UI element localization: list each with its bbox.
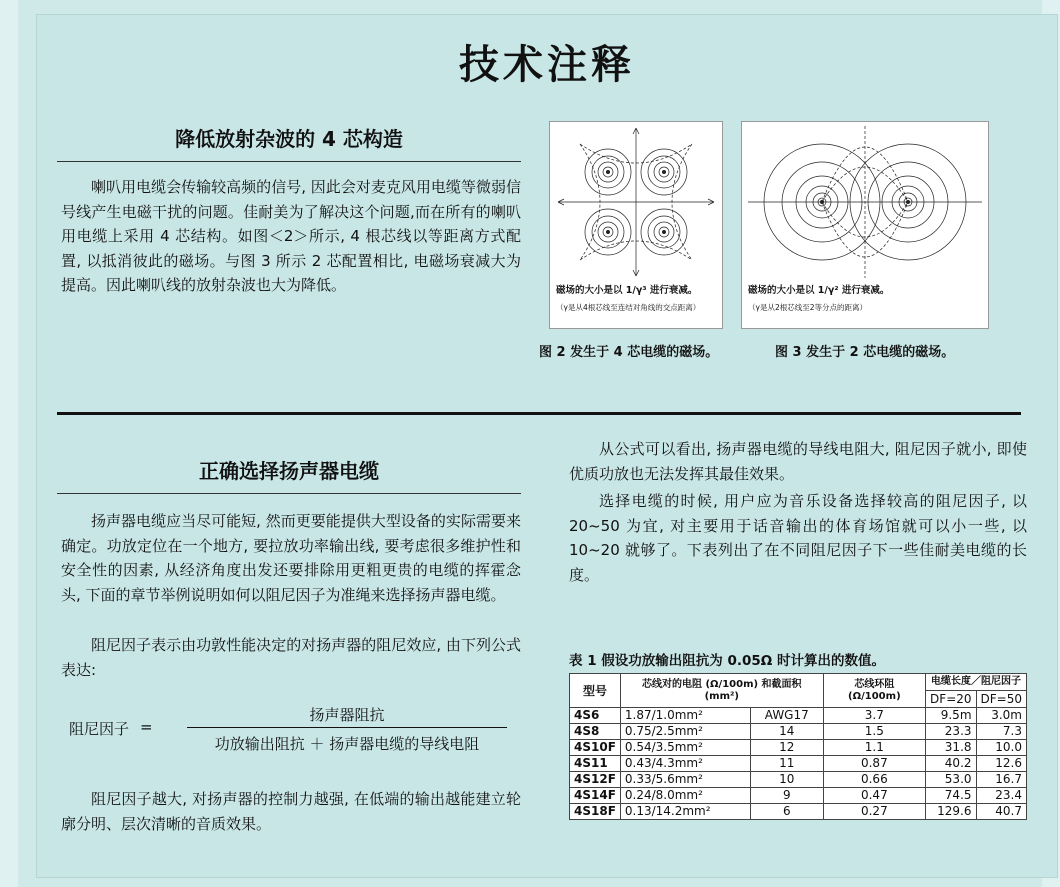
section2-paragraph-2: 阻尼因子表示由功敦性能决定的对扬声器的阻尼效应, 由下列公式表达:	[61, 636, 521, 679]
cell-awg: 11	[750, 756, 823, 772]
figure-2-core-field	[741, 121, 989, 329]
cell-df50: 12.6	[976, 756, 1026, 772]
cell-area: 1.87/1.0mm²	[620, 708, 750, 724]
two-core-field-diagram	[742, 122, 988, 282]
cell-awg: 14	[750, 724, 823, 740]
cell-df20: 9.5m	[926, 708, 976, 724]
formula-fraction-bar	[187, 727, 507, 728]
formula-denominator: 功放输出阻抗 ＋ 扬声器电缆的导线电阻	[214, 735, 480, 753]
section1-paragraph: 喇叭用电缆会传输较高频的信号, 因此会对麦克风用电缆等微弱信号线产生电磁干扰的问题。佳耐美为了解决这个问题,而在所有的喇叭用电缆上采用 4 芯结构。如图＜2＞所示, 4 根芯线以等距离方式配置, 以抵消彼此的磁场。与图 3 所示 2 芯配置相比, 电磁场衰减大为提高。因此喇叭线的放射杂波也大为降低。	[61, 178, 521, 294]
section-divider	[57, 412, 1021, 415]
figure-2-note: 磁场的大小是以 1/γ³ 进行衰减。	[556, 285, 698, 296]
cell-loop: 3.7	[823, 708, 925, 724]
formula-lhs: 阻尼因子	[69, 720, 130, 738]
cell-model: 4S12F	[570, 772, 621, 788]
figure-3-note: 磁场的大小是以 1/γ² 进行衰减。	[748, 285, 890, 296]
table-row	[570, 724, 1027, 740]
cell-df20: 53.0	[926, 772, 976, 788]
header-df50: DF=50	[976, 691, 1026, 708]
figure-3-subnote: （γ是从2根芯线至2等分点的距离）	[748, 303, 867, 312]
section1-rule	[57, 161, 521, 162]
table-row	[570, 804, 1027, 820]
formula-equals: =	[140, 718, 153, 736]
cell-df50: 23.4	[976, 788, 1026, 804]
cell-df20: 129.6	[926, 804, 976, 820]
cell-df50: 16.7	[976, 772, 1026, 788]
page-title: 技术注释	[459, 42, 635, 88]
right-paragraph-2: 选择电缆的时候, 用户应为音乐设备选择较高的阻尼因子, 以 20~50 为宜, 对主要用于话音输出的体育场馆就可以小一些, 以 10~20 就够了。下表列出了在不同阻尼因子下一些佳耐美电缆的长度。	[569, 492, 1027, 584]
cell-model: 4S8	[570, 724, 621, 740]
document-panel	[36, 14, 1058, 878]
cell-model: 4S6	[570, 708, 621, 724]
section2-heading: 正确选择扬声器电缆	[199, 459, 379, 483]
cell-model: 4S18F	[570, 804, 621, 820]
section2-paragraph-1: 扬声器电缆应当尽可能短, 然而更要能提供大型设备的实际需要来确定。功放定位在一个地方, 要拉放功率输出线, 要考虑很多维护性和安全性的因素, 从经济角度出发还要排除用更粗更贵的电缆的挥霍念头, 下面的章节举例说明如何以阻尼因子为准绳来选择扬声器电缆。	[61, 512, 521, 604]
cable-spec-table	[569, 673, 1027, 820]
table-row	[570, 740, 1027, 756]
cell-loop: 0.47	[823, 788, 925, 804]
section2-rule	[57, 493, 521, 494]
cell-area: 0.33/5.6mm²	[620, 772, 750, 788]
cell-df50: 7.3	[976, 724, 1026, 740]
cell-df50: 40.7	[976, 804, 1026, 820]
table-row	[570, 756, 1027, 772]
cell-awg: 6	[750, 804, 823, 820]
cell-loop: 0.27	[823, 804, 925, 820]
cell-model: 4S11	[570, 756, 621, 772]
right-paragraph-1: 从公式可以看出, 扬声器电缆的导线电阻大, 阻尼因子就小, 即使优质功放也无法发挥其最佳效果。	[569, 440, 1027, 483]
cell-loop: 1.1	[823, 740, 925, 756]
cell-df50: 10.0	[976, 740, 1026, 756]
cell-area: 0.13/14.2mm²	[620, 804, 750, 820]
cell-df20: 74.5	[926, 788, 976, 804]
header-resistance: 芯线对的电阻 (Ω/100m) 和截面积 (mm²)	[620, 674, 823, 708]
cell-awg: 10	[750, 772, 823, 788]
section2-paragraph-3: 阻尼因子越大, 对扬声器的控制力越强, 在低端的输出越能建立轮廓分明、层次清晰的音质效果。	[61, 790, 521, 833]
four-core-field-diagram	[550, 122, 722, 282]
header-loop: 芯线环阻 (Ω/100m)	[823, 674, 925, 708]
cell-awg: 9	[750, 788, 823, 804]
table-header-row	[570, 674, 1027, 691]
cell-model: 4S10F	[570, 740, 621, 756]
cell-area: 0.43/4.3mm²	[620, 756, 750, 772]
cell-loop: 0.87	[823, 756, 925, 772]
header-length: 电缆长度／阻尼因子	[926, 674, 1027, 691]
cell-area: 0.24/8.0mm²	[620, 788, 750, 804]
cell-loop: 0.66	[823, 772, 925, 788]
table-row	[570, 708, 1027, 724]
cell-area: 0.54/3.5mm²	[620, 740, 750, 756]
cell-df20: 40.2	[926, 756, 976, 772]
figure-4-core-field	[549, 121, 723, 329]
cell-awg: AWG17	[750, 708, 823, 724]
cell-awg: 12	[750, 740, 823, 756]
cell-df50: 3.0m	[976, 708, 1026, 724]
cell-df20: 23.3	[926, 724, 976, 740]
figure-2-caption: 图 2 发生于 4 芯电缆的磁场。	[539, 345, 719, 360]
formula-numerator: 扬声器阻抗	[309, 706, 385, 724]
cell-model: 4S14F	[570, 788, 621, 804]
cell-loop: 1.5	[823, 724, 925, 740]
cell-area: 0.75/2.5mm²	[620, 724, 750, 740]
figure-3-caption: 图 3 发生于 2 芯电缆的磁场。	[775, 345, 955, 360]
header-df20: DF=20	[926, 691, 976, 708]
table-row	[570, 788, 1027, 804]
cell-df20: 31.8	[926, 740, 976, 756]
table-row	[570, 772, 1027, 788]
figure-2-subnote: （γ是从4根芯线至连结对角线的交点距离）	[556, 303, 701, 312]
table-caption: 表 1 假设功放输出阻抗为 0.05Ω 时计算出的数值。	[569, 653, 885, 669]
header-model: 型号	[570, 674, 621, 708]
section1-heading: 降低放射杂波的 4 芯构造	[175, 127, 403, 151]
